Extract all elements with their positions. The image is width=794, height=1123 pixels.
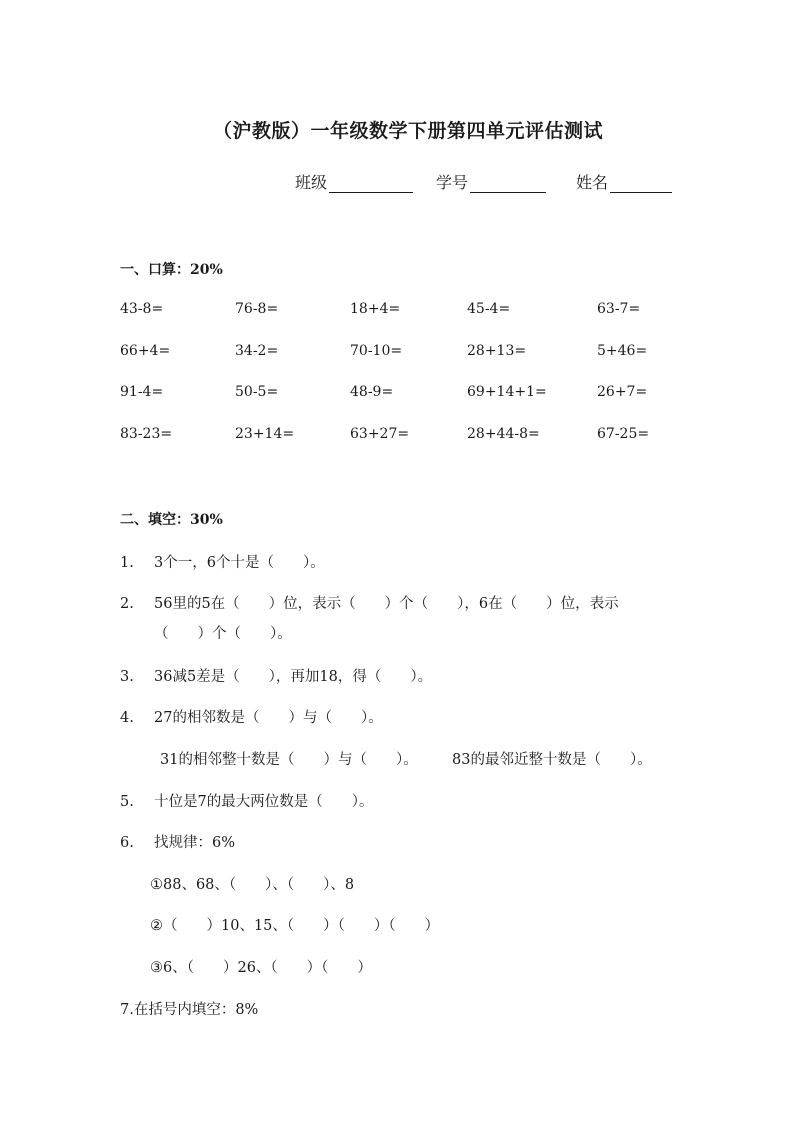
question-text: 56里的5在（ ）位，表示（ ）个（ ），6在（ ）位，表示 xyxy=(154,596,619,612)
calc-item: 76-8= xyxy=(235,301,279,317)
name-label: 姓名 xyxy=(576,173,609,192)
calc-row xyxy=(0,301,794,321)
question-number: 5. xyxy=(120,794,134,810)
calc-row xyxy=(0,384,794,404)
calc-row xyxy=(0,343,794,363)
question-4-sub-b: 83的最邻近整十数是（ ）。 xyxy=(452,752,652,768)
question-2 xyxy=(120,592,619,613)
calc-item: 28+44-8= xyxy=(467,426,540,442)
page-title: （沪教版）一年级数学下册第四单元评估测试 xyxy=(213,120,604,142)
question-number: 3. xyxy=(120,669,134,685)
question-1 xyxy=(120,551,325,572)
question-text: 27的相邻数是（ ）与（ ）。 xyxy=(154,710,383,726)
calc-item: 28+13= xyxy=(467,343,527,359)
name-field xyxy=(576,170,672,193)
pattern-a: ①88、68、（ ）、（ ）、8 xyxy=(150,877,355,893)
pattern-b: ②（ ）10、15、（ ）（ ）（ ） xyxy=(150,918,440,934)
calc-item: 91-4= xyxy=(120,384,164,400)
question-3 xyxy=(120,665,432,686)
question-number: 2. xyxy=(120,596,134,612)
calc-item: 34-2= xyxy=(235,343,279,359)
student-id-field xyxy=(436,170,546,193)
calc-item: 26+7= xyxy=(597,384,648,400)
question-number: 6. xyxy=(120,835,134,851)
class-blank xyxy=(329,175,413,193)
pattern-c: ③6、（ ）26、（ ）（ ） xyxy=(150,960,372,976)
calc-item: 50-5= xyxy=(235,384,279,400)
calc-item: 67-25= xyxy=(597,426,650,442)
student-id-label: 学号 xyxy=(436,173,469,192)
question-2-continued: （ ）个（ ）。 xyxy=(154,626,292,642)
calc-item: 63-7= xyxy=(597,301,641,317)
section-oral-calc-heading: 一、口算：20% xyxy=(120,262,223,278)
calc-item: 23+14= xyxy=(235,426,295,442)
name-blank xyxy=(610,175,672,193)
calc-item: 83-23= xyxy=(120,426,173,442)
calc-item: 66+4= xyxy=(120,343,171,359)
question-text: 十位是7的最大两位数是（ ）。 xyxy=(154,794,374,810)
question-4-sub-a: 31的相邻整十数是（ ）与（ ）。 xyxy=(160,752,418,768)
section-fill-blank-heading: 二、填空：30% xyxy=(120,512,223,528)
class-label: 班级 xyxy=(295,173,328,192)
question-5 xyxy=(120,790,373,811)
question-number: 4. xyxy=(120,710,134,726)
calc-item: 18+4= xyxy=(350,301,401,317)
calc-item: 48-9= xyxy=(350,384,394,400)
question-4 xyxy=(120,706,383,727)
class-field xyxy=(295,170,413,193)
calc-item: 69+14+1= xyxy=(467,384,547,400)
calc-item: 63+27= xyxy=(350,426,410,442)
question-text: 3个一，6个十是（ ）。 xyxy=(154,555,325,571)
calc-item: 70-10= xyxy=(350,343,403,359)
question-number: 1. xyxy=(120,555,134,571)
student-id-blank xyxy=(470,175,546,193)
question-7: 7.在括号内填空：8% xyxy=(120,1002,259,1018)
question-6 xyxy=(120,831,235,852)
calc-item: 43-8= xyxy=(120,301,164,317)
calc-item: 5+46= xyxy=(597,343,648,359)
question-text: 找规律：6% xyxy=(154,835,236,851)
calc-item: 45-4= xyxy=(467,301,511,317)
calc-row xyxy=(0,426,794,446)
question-text: 36减5差是（ ），再加18，得（ ）。 xyxy=(154,669,433,685)
